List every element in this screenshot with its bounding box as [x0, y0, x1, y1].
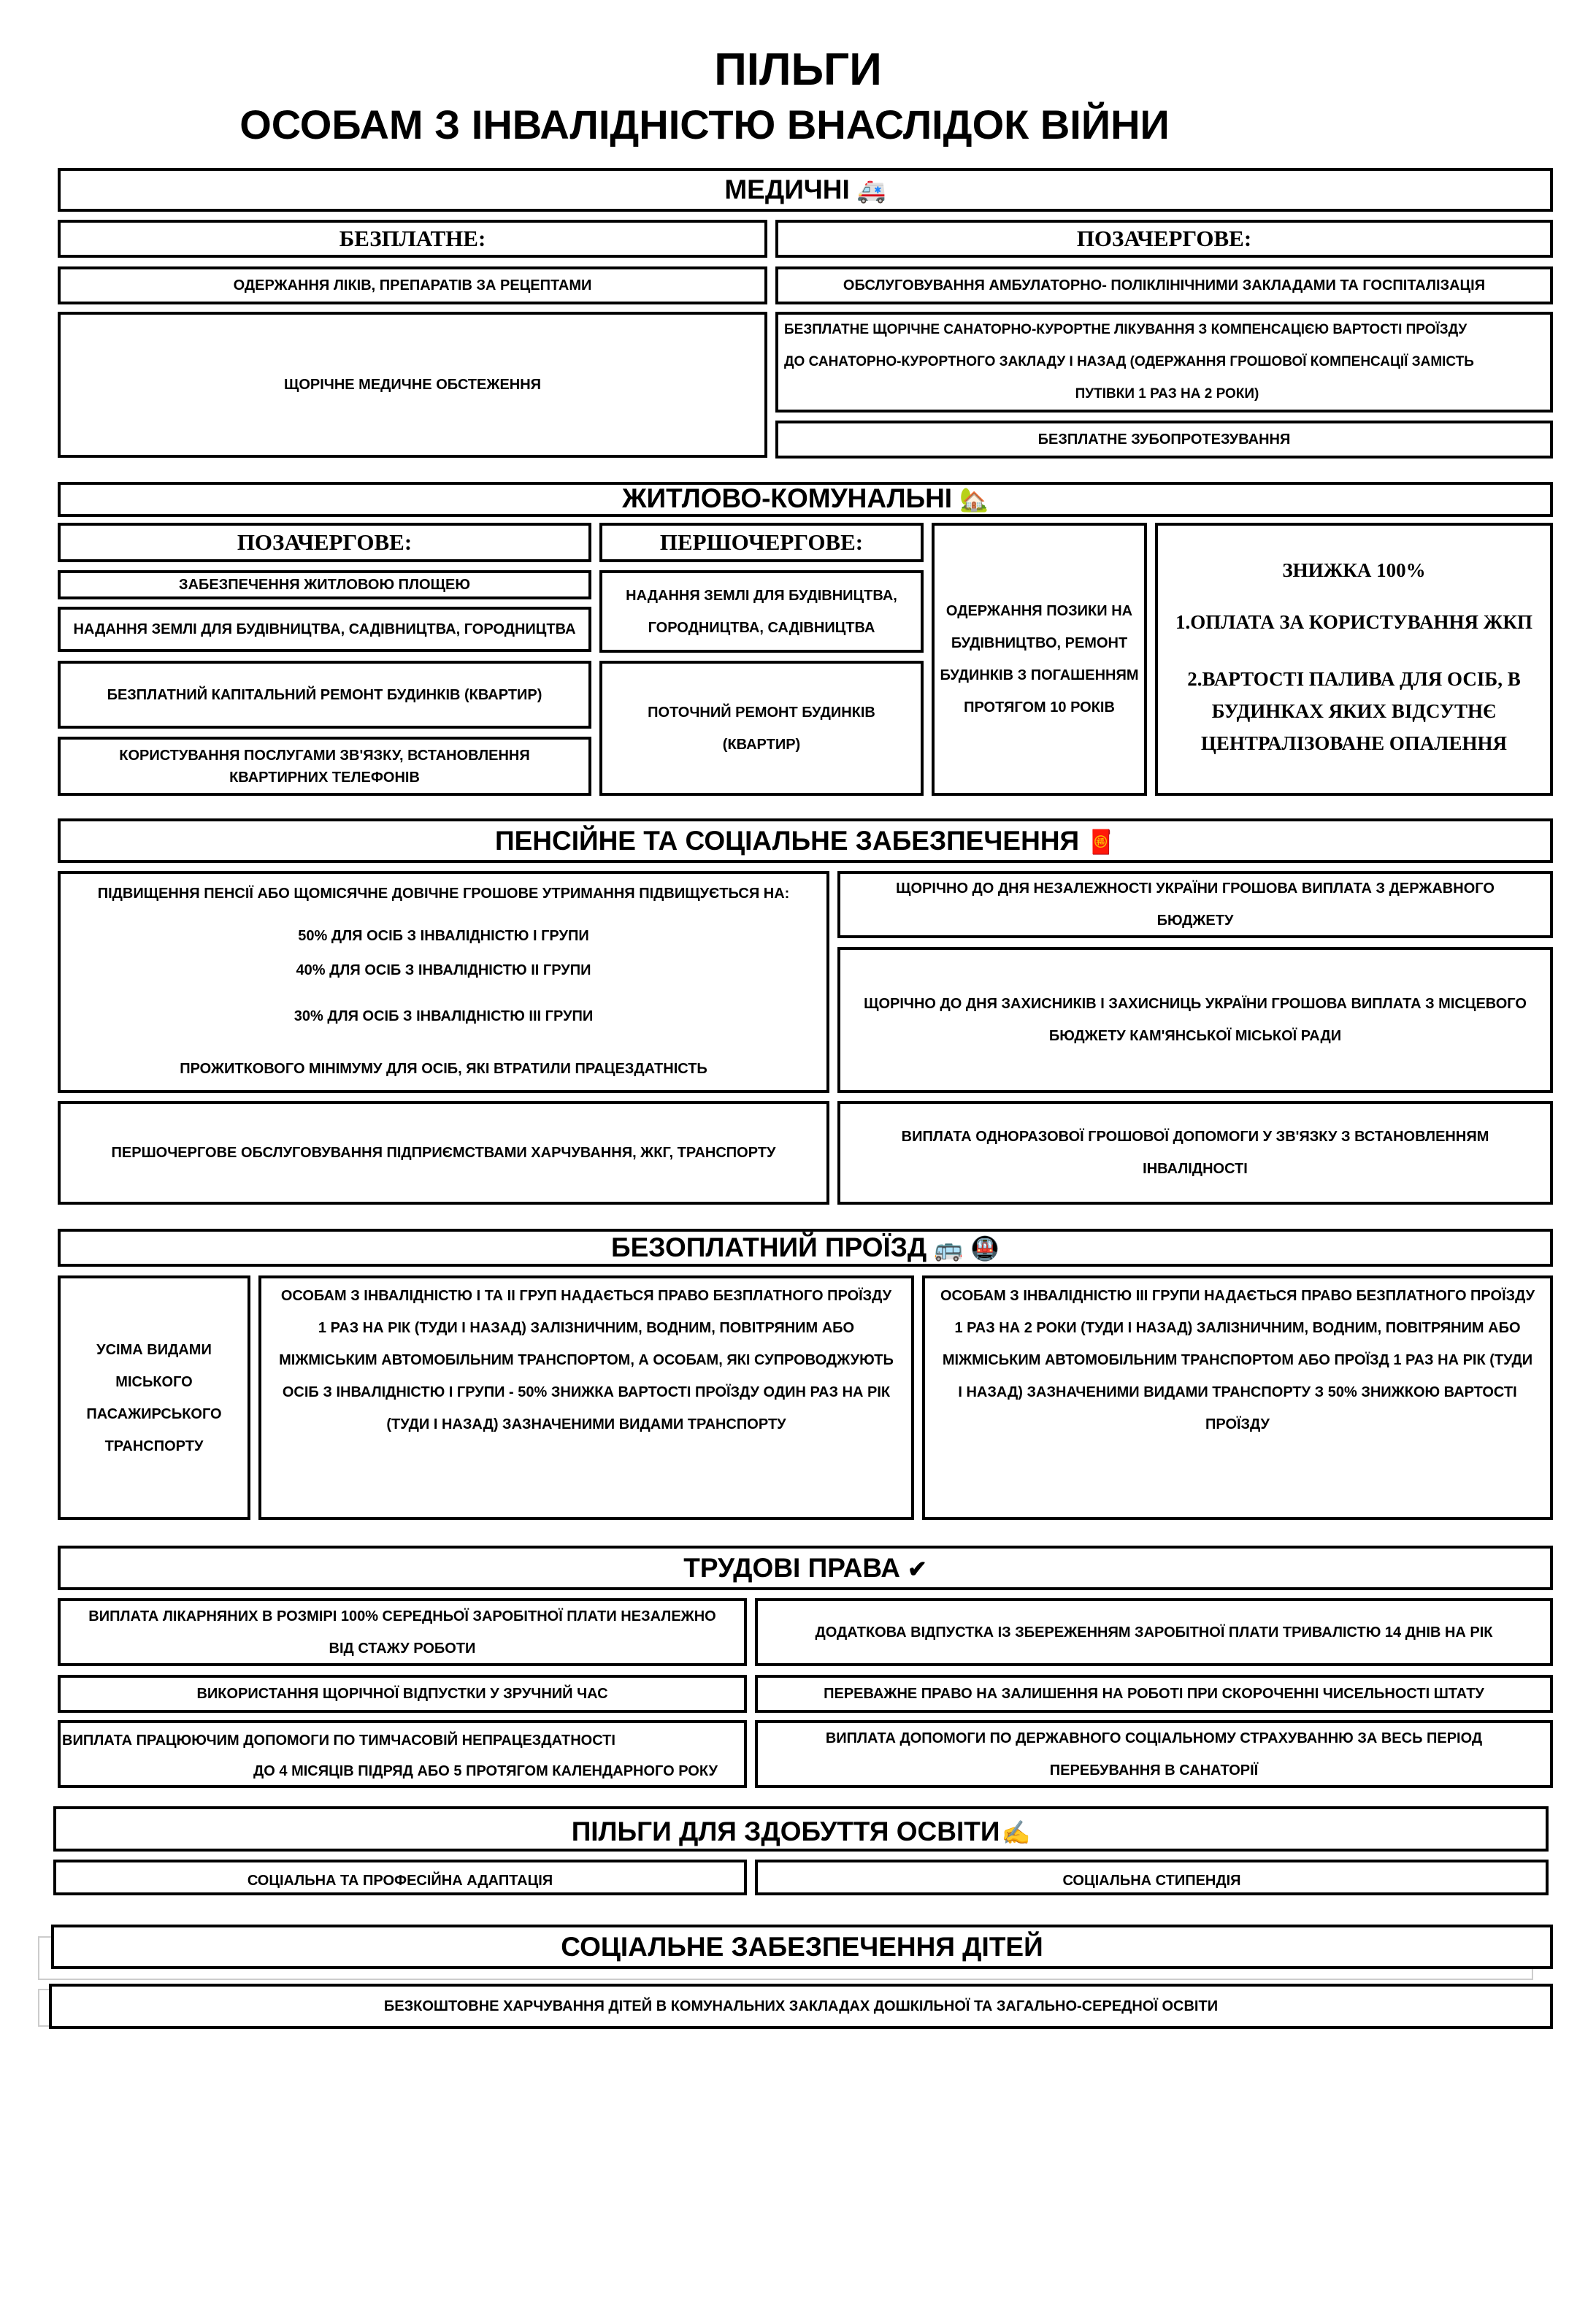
house-icon: 🏡 [959, 486, 989, 513]
pension-one-time-box [837, 1101, 1553, 1205]
travel-group12-text: ОСІБ З ІНВАЛІДНІСТЮ І ГРУПИ - 50% ЗНИЖКА ВАРТОСТІ ПРОЇЗДУ ОДИН РАЗ НА РІК [282, 1384, 891, 1400]
housing-priority-item [58, 570, 591, 599]
travel-group12-text: (ТУДИ І НАЗАД) ЗАЗНАЧЕНИМИ ВИДАМИ ТРАНСПОРТУ [386, 1416, 786, 1432]
section-education-header [53, 1806, 1549, 1852]
travel-city-text: ПАСАЖИРСЬКОГО [86, 1405, 222, 1422]
ambulance-icon: 🚑 [856, 177, 886, 204]
travel-group3-text: МІЖМІСЬКИМ АВТОМОБІЛЬНИМ ТРАНСПОРТОМ АБО ПРОЇЗД 1 РАЗ НА РІК (ТУДИ [942, 1352, 1533, 1368]
labor-sanatorium-text: ВИПЛАТА ДОПОМОГИ ПО ДЕРЖАВНОГО СОЦІАЛЬНОМУ СТРАХУВАННЮ ЗА ВЕСЬ ПЕРІОД [825, 1730, 1483, 1746]
pension-one-time-text: ВИПЛАТА ОДНОРАЗОВОЇ ГРОШОВОЇ ДОПОМОГИ У ЗВ'ЯЗКУ З ВСТАНОВЛЕННЯМ [901, 1129, 1489, 1145]
travel-city-text: УСІМА ВИДАМИ [96, 1341, 212, 1358]
section-children-title: СОЦІАЛЬНЕ ЗАБЕЗПЕЧЕННЯ ДІТЕЙ [561, 1931, 1043, 1962]
travel-group12-text: ОСОБАМ З ІНВАЛІДНІСТЮ І ТА ІІ ГРУП НАДАЄТЬСЯ ПРАВО БЕЗПЛАТНОГО ПРОЇЗДУ [280, 1288, 892, 1304]
section-medical-title: МЕДИЧНІ [724, 174, 850, 204]
medical-priority-label-box [775, 220, 1553, 258]
pension-defenders-text: БЮДЖЕТУ КАМ'ЯНСЬКОЇ МІСЬКОЇ РАДИ [1048, 1028, 1342, 1044]
housing-loan-box [932, 523, 1147, 796]
labor-temp-disability-box [58, 1720, 747, 1788]
housing-discount-title: ЗНИЖКА 100% [1282, 559, 1426, 581]
labor-extra-leave-text: ДОДАТКОВА ВІДПУСТКА ІЗ ЗБЕРЕЖЕННЯМ ЗАРОБІТНОЇ ПЛАТИ ТРИВАЛІСТЮ 14 ДНІВ НА РІК [815, 1624, 1493, 1641]
labor-retention-box [755, 1675, 1553, 1713]
housing-first-item-text: ПОТОЧНИЙ РЕМОНТ БУДИНКІВ [648, 704, 875, 721]
pension-increase-box [58, 871, 829, 1093]
pension-one-time-text: ІНВАЛІДНОСТІ [1143, 1161, 1248, 1177]
travel-city-text: ТРАНСПОРТУ [104, 1438, 204, 1454]
housing-priority-item [58, 737, 591, 796]
housing-priority-label-box [58, 523, 591, 562]
section-travel-title: БЕЗОПЛАТНИЙ ПРОЇЗД [611, 1232, 927, 1262]
labor-sick-pay-box [58, 1598, 747, 1666]
medical-priority-item-text: БЕЗПЛАТНЕ ЩОРІЧНЕ САНАТОРНО-КУРОРТНЕ ЛІКУВАННЯ З КОМПЕНСАЦІЄЮ ВАРТОСТІ ПРОЇЗДУ [784, 322, 1468, 337]
section-labor-header [58, 1546, 1553, 1590]
medical-free-item-text: ОДЕРЖАННЯ ЛІКІВ, ПРЕПАРАТІВ ЗА РЕЦЕПТАМИ [233, 277, 592, 293]
medical-priority-item [775, 421, 1553, 459]
housing-first-item [599, 570, 924, 653]
housing-loan-text: ПРОТЯГОМ 10 РОКІВ [964, 699, 1115, 715]
housing-discount-item: ЦЕНТРАЛІЗОВАНЕ ОПАЛЕННЯ [1200, 732, 1508, 754]
pension-increase-item: 40% ДЛЯ ОСІБ З ІНВАЛІДНІСТЮ ІІ ГРУПИ [296, 962, 591, 978]
travel-group3-text: ПРОЇЗДУ [1205, 1416, 1270, 1432]
housing-loan-text: ОДЕРЖАННЯ ПОЗИКИ НА [945, 603, 1133, 619]
checkmark-icon: ✔ [907, 1555, 927, 1582]
travel-group3-text: 1 РАЗ НА 2 РОКИ (ТУДИ І НАЗАД) ЗАЛІЗНИЧНИМ, ВОДНИМ, ПОВІТРЯНИМ АБО [954, 1320, 1521, 1336]
labor-sick-pay-text: ВІД СТАЖУ РОБОТИ [329, 1640, 476, 1657]
housing-priority-item [58, 661, 591, 729]
housing-priority-item-text: ЗАБЕЗПЕЧЕННЯ ЖИТЛОВОЮ ПЛОЩЕЮ [179, 577, 470, 593]
pension-independence-text: ЩОРІЧНО ДО ДНЯ НЕЗАЛЕЖНОСТІ УКРАЇНИ ГРОШОВА ВИПЛАТА З ДЕРЖАВНОГО [896, 880, 1495, 897]
travel-city-text: МІСЬКОГО [115, 1373, 193, 1390]
bus-icon: 🚌 [934, 1235, 964, 1262]
labor-temp-disability-text: ДО 4 МІСЯЦІВ ПІДРЯД АБО 5 ПРОТЯГОМ КАЛЕНДАРНОГО РОКУ [253, 1763, 718, 1779]
pension-independence-text: БЮДЖЕТУ [1156, 913, 1234, 929]
labor-extra-leave-box [755, 1598, 1553, 1666]
housing-loan-text: БУДІВНИЦТВО, РЕМОНТ [951, 635, 1128, 651]
housing-first-item-text: НАДАННЯ ЗЕМЛІ ДЛЯ БУДІВНИЦТВА, [626, 587, 897, 604]
pension-increase-item: 30% ДЛЯ ОСІБ З ІНВАЛІДНІСТЮ ІІІ ГРУПИ [294, 1008, 594, 1024]
education-item [53, 1860, 747, 1895]
housing-loan-text: БУДИНКІВ З ПОГАШЕННЯМ [940, 667, 1139, 683]
travel-group3-text: І НАЗАД) ЗАЗНАЧЕНИМИ ВИДАМИ ТРАНСПОРТУ З 50% ЗНИЖКОЮ ВАРТОСТІ [958, 1384, 1517, 1400]
pension-increase-footer: ПРОЖИТКОВОГО МІНІМУМУ ДЛЯ ОСІБ, ЯКІ ВТРАТИЛИ ПРАЦЕЗДАТНІСТЬ [180, 1061, 707, 1077]
labor-sanatorium-text: ПЕРЕБУВАННЯ В САНАТОРІЇ [1049, 1762, 1259, 1779]
medical-priority-item-text: ОБСЛУГОВУВАННЯ АМБУЛАТОРНО- ПОЛІКЛІНІЧНИМИ ЗАКЛАДАМИ ТА ГОСПІТАЛІЗАЦІЯ [843, 277, 1486, 293]
section-housing-title: ЖИТЛОВО-КОМУНАЛЬНІ [622, 483, 953, 513]
medical-priority-item-text: ПУТІВКИ 1 РАЗ НА 2 РОКИ) [1075, 386, 1259, 402]
housing-priority-item-text: КВАРТИРНИХ ТЕЛЕФОНІВ [229, 769, 420, 786]
travel-group3-text: ОСОБАМ З ІНВАЛІДНІСТЮ ІІІ ГРУПИ НАДАЄТЬСЯ ПРАВО БЕЗПЛАТНОГО ПРОЇЗДУ [940, 1288, 1535, 1304]
labor-sanatorium-box [755, 1720, 1553, 1788]
medical-free-label: БЕЗПЛАТНЕ: [339, 226, 486, 251]
medical-free-item-text: ЩОРІЧНЕ МЕДИЧНЕ ОБСТЕЖЕННЯ [283, 377, 542, 393]
section-pension-title: ПЕНСІЙНЕ ТА СОЦІАЛЬНЕ ЗАБЕЗПЕЧЕННЯ [494, 825, 1080, 856]
pension-priority-service-box [58, 1101, 829, 1205]
housing-discount-item: 1.ОПЛАТА ЗА КОРИСТУВАННЯ ЖКП [1175, 611, 1532, 633]
pension-defenders-text: ЩОРІЧНО ДО ДНЯ ЗАХИСНИКІВ І ЗАХИСНИЦЬ УКРАЇНИ ГРОШОВА ВИПЛАТА З МІСЦЕВОГО [864, 996, 1527, 1012]
medical-free-item [58, 266, 767, 304]
section-housing-header [58, 482, 1553, 517]
housing-first-item-text: (КВАРТИР) [722, 736, 801, 753]
medical-priority-label: ПОЗАЧЕРГОВЕ: [1076, 226, 1252, 251]
pension-increase-item: 50% ДЛЯ ОСІБ З ІНВАЛІДНІСТЮ І ГРУПИ [298, 928, 589, 944]
labor-annual-leave-box [58, 1675, 747, 1713]
page-title: ПІЛЬГИ [714, 45, 882, 95]
section-pension-header [58, 818, 1553, 863]
section-labor-title: ТРУДОВІ ПРАВА [683, 1552, 900, 1583]
housing-first-label-box [599, 523, 924, 562]
labor-annual-leave-text: ВИКОРИСТАННЯ ЩОРІЧНОЇ ВІДПУСТКИ У ЗРУЧНИЙ ЧАС [196, 1686, 608, 1702]
red-envelope-icon: 🧧 [1086, 828, 1116, 855]
pension-increase-intro: ПІДВИЩЕННЯ ПЕНСІЇ АБО ЩОМІСЯЧНЕ ДОВІЧНЕ ГРОШОВЕ УТРИМАННЯ ПІДВИЩУЄТЬСЯ НА: [97, 886, 790, 902]
housing-priority-label: ПОЗАЧЕРГОВЕ: [237, 529, 413, 555]
housing-first-item [599, 661, 924, 796]
education-item [755, 1860, 1549, 1895]
section-children-header [51, 1925, 1553, 1969]
writing-hand-icon: ✍ [1001, 1819, 1031, 1846]
pension-independence-box [837, 871, 1553, 938]
housing-first-item-text: ГОРОДНИЦТВА, САДІВНИЦТВА [648, 619, 875, 636]
travel-group3-box [922, 1275, 1553, 1520]
education-item-text: СОЦІАЛЬНА СТИПЕНДІЯ [1062, 1873, 1241, 1889]
education-item-text: СОЦІАЛЬНА ТА ПРОФЕСІЙНА АДАПТАЦІЯ [247, 1873, 553, 1889]
medical-priority-item-text: ДО САНАТОРНО-КУРОРТНОГО ЗАКЛАДУ І НАЗАД (ОДЕРЖАННЯ ГРОШОВОЇ КОМПЕНСАЦІЇ ЗАМІСТЬ [784, 354, 1474, 369]
housing-priority-item-text: БЕЗПЛАТНИЙ КАПІТАЛЬНИЙ РЕМОНТ БУДИНКІВ (КВАРТИР) [107, 686, 542, 703]
medical-free-item [58, 312, 767, 458]
labor-temp-disability-text: ВИПЛАТА ПРАЦЮЮЧИМ ДОПОМОГИ ПО ТИМЧАСОВІЙ НЕПРАЦЕЗДАТНОСТІ [62, 1733, 615, 1749]
travel-group12-box [258, 1275, 914, 1520]
housing-first-label: ПЕРШОЧЕРГОВЕ: [659, 529, 864, 555]
travel-group12-text: МІЖМІСЬКИМ АВТОМОБІЛЬНИМ ТРАНСПОРТОМ, А ОСОБАМ, ЯКІ СУПРОВОДЖУЮТЬ [279, 1352, 894, 1368]
housing-priority-item-text: НАДАННЯ ЗЕМЛІ ДЛЯ БУДІВНИЦТВА, САДІВНИЦТВА, ГОРОДНИЦТВА [73, 621, 576, 637]
labor-retention-text: ПЕРЕВАЖНЕ ПРАВО НА ЗАЛИШЕННЯ НА РОБОТІ ПРИ СКОРОЧЕННІ ЧИСЕЛЬНОСТІ ШТАТУ [824, 1686, 1484, 1702]
medical-priority-item [775, 312, 1553, 413]
labor-sick-pay-text: ВИПЛАТА ЛІКАРНЯНИХ В РОЗМІРІ 100% СЕРЕДНЬОЇ ЗАРОБІТНОЇ ПЛАТИ НЕЗАЛЕЖНО [88, 1608, 716, 1624]
pension-defenders-box [837, 947, 1553, 1093]
housing-priority-item-text: КОРИСТУВАННЯ ПОСЛУГАМИ ЗВ'ЯЗКУ, ВСТАНОВЛЕННЯ [119, 747, 530, 764]
page-subtitle: ОСОБАМ З ІНВАЛІДНІСТЮ ВНАСЛІДОК ВІЙНИ [239, 101, 1170, 147]
housing-discount-item: БУДИНКАХ ЯКИХ ВІДСУТНЄ [1211, 700, 1497, 722]
medical-free-label-box [58, 220, 767, 258]
travel-group12-text: 1 РАЗ НА РІК (ТУДИ І НАЗАД) ЗАЛІЗНИЧНИМ, ВОДНИМ, ПОВІТРЯНИМ АБО [318, 1320, 855, 1336]
section-medical-header [58, 168, 1553, 212]
section-education-title: ПІЛЬГИ ДЛЯ ЗДОБУТТЯ ОСВІТИ [571, 1816, 1000, 1846]
medical-priority-item-text: БЕЗПЛАТНЕ ЗУБОПРОТЕЗУВАННЯ [1037, 431, 1291, 448]
medical-priority-item [775, 266, 1553, 304]
housing-discount-item: 2.ВАРТОСТІ ПАЛИВА ДЛЯ ОСІБ, В [1187, 668, 1521, 690]
pension-priority-service-text: ПЕРШОЧЕРГОВЕ ОБСЛУГОВУВАННЯ ПІДПРИЄМСТВАМИ ХАРЧУВАННЯ, ЖКГ, ТРАНСПОРТУ [111, 1145, 776, 1161]
housing-priority-item [58, 607, 591, 652]
housing-discount-box [1155, 523, 1553, 796]
section-travel-header [58, 1229, 1553, 1267]
travel-city-box [58, 1275, 250, 1520]
children-item-text: БЕЗКОШТОВНЕ ХАРЧУВАННЯ ДІТЕЙ В КОМУНАЛЬНИХ ЗАКЛАДАХ ДОШКІЛЬНОЇ ТА ЗАГАЛЬНО-СЕРЕДНОЇ ОСВІТИ [383, 1998, 1219, 2014]
children-item [49, 1984, 1553, 2029]
metro-icon: 🚇 [970, 1235, 1000, 1262]
